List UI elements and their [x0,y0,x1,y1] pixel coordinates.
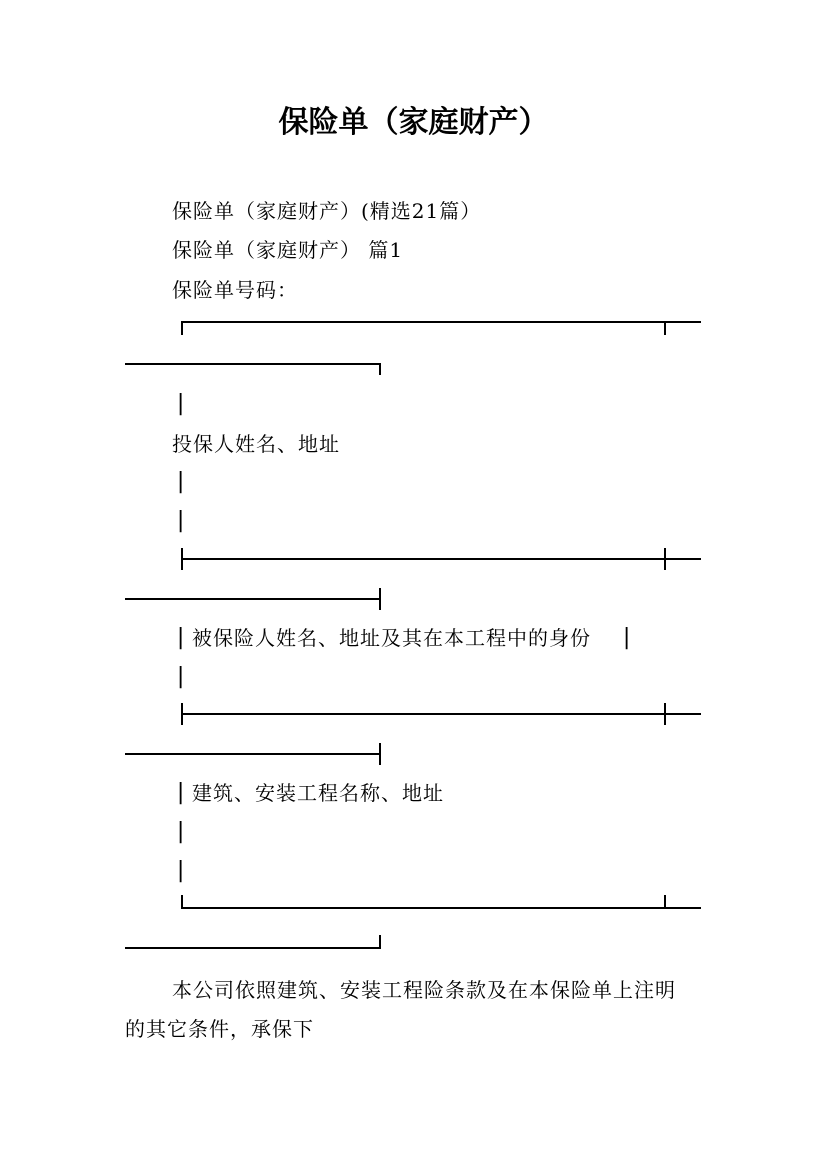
table-junction [664,321,666,335]
table-rule [181,713,701,715]
table-corner [379,363,381,375]
table-vertical-bar: | [620,625,634,650]
table-vertical-bar: | [174,625,188,650]
table-rule [125,598,381,600]
project-label: 建筑、安装工程名称、地址 [192,781,444,805]
body-text-line-2: 的其它条件，承保下 [125,1017,314,1041]
table-rule [125,753,381,755]
body-text-line-1: 本公司依照建筑、安装工程险条款及在本保险单上注明 [172,978,676,1002]
table-vertical-bar: | [174,469,188,494]
table-vertical-bar: | [174,819,188,844]
table-junction [664,895,666,909]
applicant-label: 投保人姓名、地址 [172,432,340,456]
table-rule [125,363,381,365]
table-rule [125,947,381,949]
table-junction [181,703,183,725]
table-junction [181,548,183,570]
policy-number-label: 保险单号码： [172,278,298,302]
table-rule [181,558,701,560]
table-vertical-bar: | [174,508,188,533]
table-vertical-bar: | [174,664,188,689]
table-junction [664,703,666,725]
table-junction [664,548,666,570]
heading-part: 保险单（家庭财产） 篇1 [172,238,404,262]
heading-full: 保险单（家庭财产）(精选21篇） [172,199,482,223]
table-corner [379,935,381,949]
table-vertical-bar: | [174,391,188,416]
table-corner [181,895,183,909]
table-junction [379,588,381,610]
table-corner [181,321,183,335]
table-vertical-bar: | [174,858,188,883]
page-title: 保险单（家庭财产） [278,105,549,140]
insured-label: 被保险人姓名、地址及其在本工程中的身份 [192,626,591,650]
table-rule [181,321,701,323]
table-junction [379,743,381,765]
table-rule [181,907,701,909]
table-vertical-bar: | [174,780,188,805]
